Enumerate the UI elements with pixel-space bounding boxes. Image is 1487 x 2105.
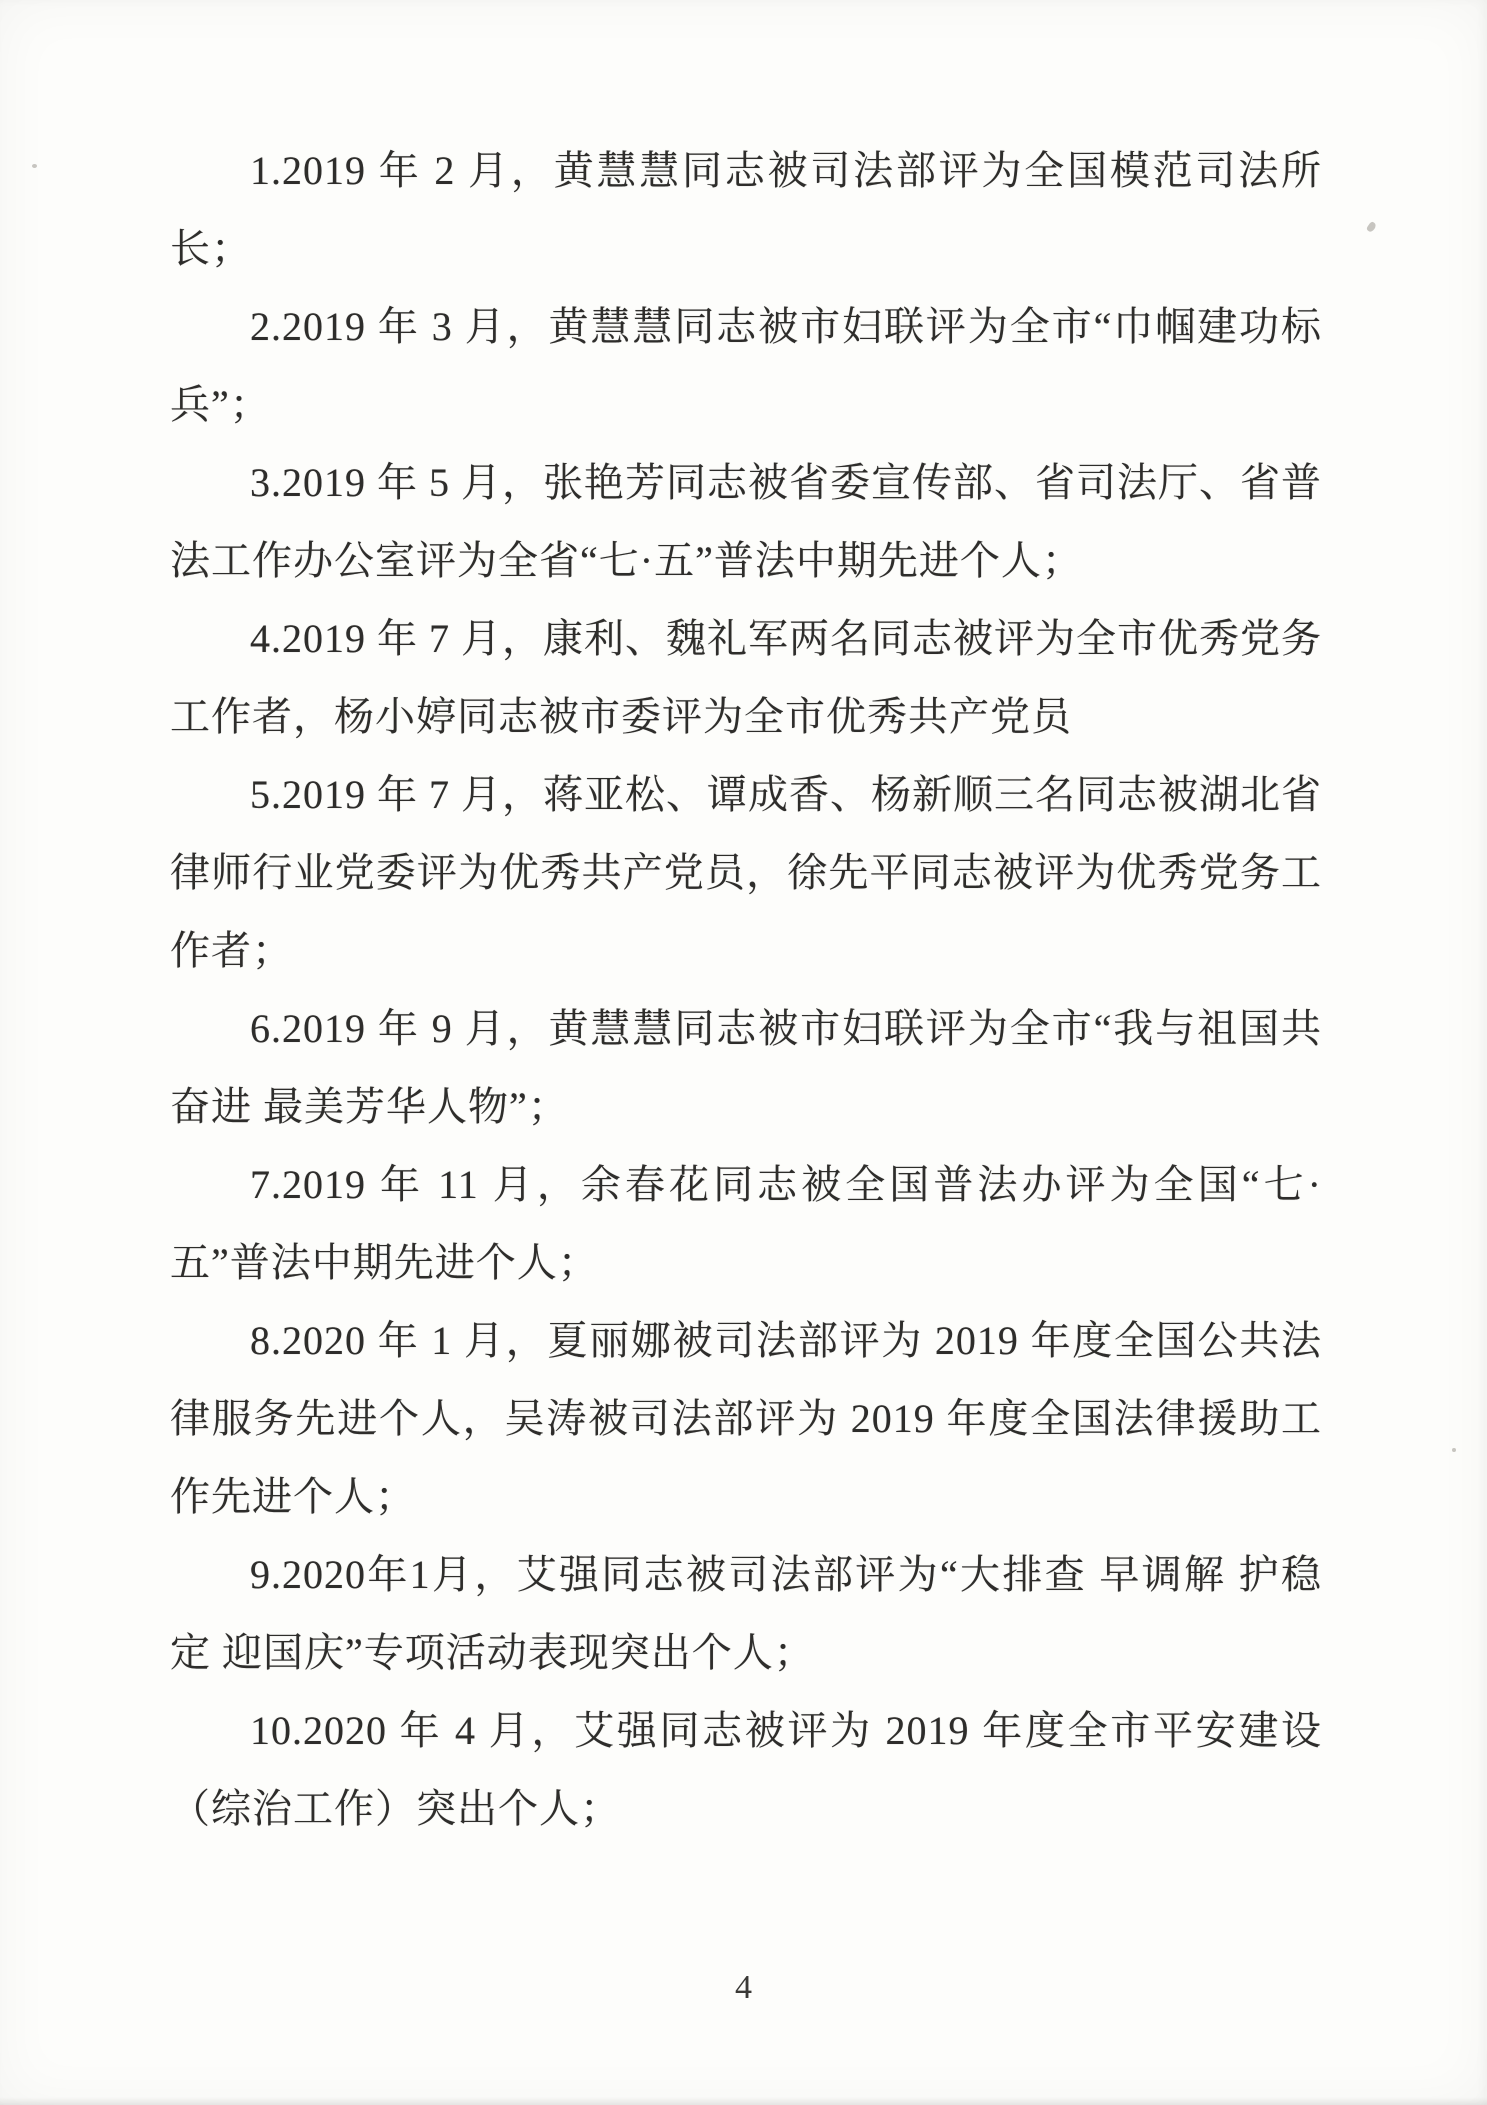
list-item-1: 1.2019 年 2 月，黄慧慧同志被司法部评为全国模范司法所长；	[170, 148, 1322, 271]
list-item-9: 9.2020年1月，艾强同志被司法部评为“大排查 早调解 护稳定 迎国庆”专项活动表现突出个人；	[170, 1552, 1322, 1675]
list-item-8: 8.2020 年 1 月，夏丽娜被司法部评为 2019 年度全国公共法律服务先进个人，吴涛被司法部评为 2019 年度全国法律援助工作先进个人；	[170, 1318, 1322, 1519]
scan-speck	[1452, 1448, 1456, 1452]
list-item-2: 2.2019 年 3 月，黄慧慧同志被市妇联评为全市“巾帼建功标兵”；	[170, 304, 1322, 427]
list-item-10: 10.2020 年 4 月，艾强同志被评为 2019 年度全市平安建设（综治工作）突出个人；	[170, 1708, 1322, 1831]
page-number: 4	[735, 1969, 752, 2006]
list-item-7: 7.2019 年 11 月，余春花同志被全国普法办评为全国“七·五”普法中期先进个人；	[170, 1162, 1322, 1285]
scan-speck	[32, 164, 37, 168]
list-item-3: 3.2019 年 5 月，张艳芳同志被省委宣传部、省司法厅、省普法工作办公室评为全省“七·五”普法中期先进个人；	[170, 460, 1322, 583]
document-body	[170, 132, 1322, 1848]
list-item-4: 4.2019 年 7 月，康利、魏礼军两名同志被评为全市优秀党务工作者，杨小婷同志被市委评为全市优秀共产党员	[170, 616, 1322, 739]
list-item-5: 5.2019 年 7 月，蒋亚松、谭成香、杨新顺三名同志被湖北省律师行业党委评为优秀共产党员，徐先平同志被评为优秀党务工作者；	[170, 772, 1322, 973]
list-item-6: 6.2019 年 9 月，黄慧慧同志被市妇联评为全市“我与祖国共奋进 最美芳华人物”；	[170, 1006, 1322, 1129]
scan-speck	[1366, 221, 1377, 233]
scan-edge-shadow	[0, 2097, 1487, 2105]
